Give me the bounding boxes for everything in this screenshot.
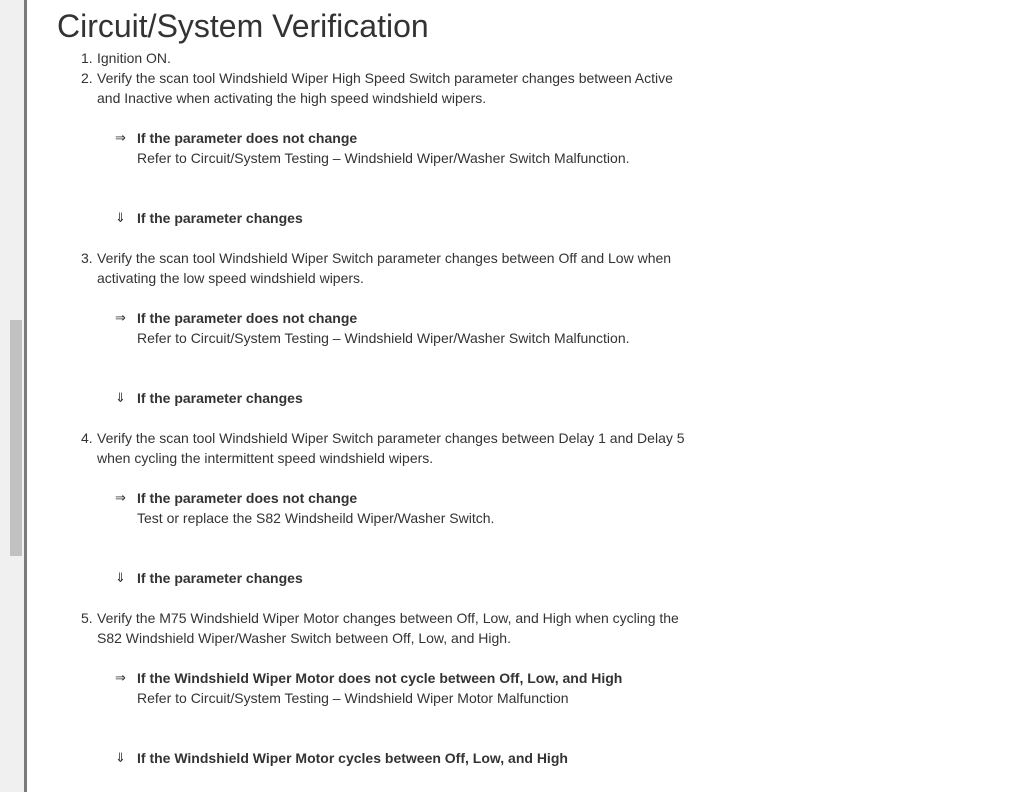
gutter-border (24, 0, 27, 792)
step-number: 2. (81, 70, 93, 86)
pass-heading: If the parameter changes (137, 570, 303, 586)
step-text: Verify the M75 Windshield Wiper Motor changes between Off, Low, and High when cycling the S82 Windshield Wiper/Washer Switch between Off, Low, and High. (97, 610, 679, 646)
fail-heading: If the Windshield Wiper Motor does not cycle between Off, Low, and High (137, 670, 623, 686)
fail-action: Refer to Circuit/System Testing – Windshield Wiper Motor Malfunction (137, 690, 569, 706)
pass-branch (57, 388, 697, 408)
arrow-down-icon: ⇓ (115, 390, 126, 405)
step-number: 3. (81, 250, 93, 266)
pass-branch (57, 568, 697, 588)
step-text: Verify the scan tool Windshield Wiper Switch parameter changes between Off and Low when activating the low speed windshield wipers. (97, 250, 672, 286)
arrow-right-icon: ⇒ (115, 130, 126, 145)
step-list (57, 48, 757, 768)
step-text: Ignition ON. (97, 50, 171, 66)
scrollbar-thumb[interactable] (10, 320, 22, 556)
fail-heading: If the parameter does not change (137, 490, 358, 506)
fail-action: Test or replace the S82 Windsheild Wiper/Washer Switch. (137, 510, 495, 526)
step-number: 5. (81, 610, 93, 626)
pass-branch (57, 208, 697, 228)
step-1 (57, 48, 687, 68)
fail-heading: If the parameter does not change (137, 130, 358, 146)
step-3 (57, 248, 687, 288)
fail-action: Refer to Circuit/System Testing – Windshield Wiper/Washer Switch Malfunction. (137, 330, 630, 346)
step-number: 4. (81, 430, 93, 446)
fail-branch (57, 668, 697, 708)
step-4 (57, 428, 687, 468)
step-2 (57, 68, 687, 108)
fail-branch (57, 128, 697, 168)
arrow-right-icon: ⇒ (115, 310, 126, 325)
fail-branch (57, 308, 697, 348)
arrow-right-icon: ⇒ (115, 490, 126, 505)
arrow-right-icon: ⇒ (115, 670, 126, 685)
step-text: Verify the scan tool Windshield Wiper Switch parameter changes between Delay 1 and Delay 5 when cycling the intermittent speed windshield wipers. (97, 430, 685, 466)
pass-branch (57, 748, 697, 768)
arrow-down-icon: ⇓ (115, 210, 126, 225)
step-text: Verify the scan tool Windshield Wiper High Speed Switch parameter changes between Active and Inactive when activating the high speed windshield wipers. (97, 70, 673, 106)
arrow-down-icon: ⇓ (115, 570, 126, 585)
pass-heading: If the Windshield Wiper Motor cycles between Off, Low, and High (137, 750, 568, 766)
pass-heading: If the parameter changes (137, 390, 303, 406)
pass-heading: If the parameter changes (137, 210, 303, 226)
fail-heading: If the parameter does not change (137, 310, 358, 326)
fail-branch (57, 488, 697, 528)
arrow-down-icon: ⇓ (115, 750, 126, 765)
step-5 (57, 608, 687, 648)
step-number: 1. (81, 50, 93, 66)
page-title: Circuit/System Verification (57, 8, 429, 44)
fail-action: Refer to Circuit/System Testing – Windshield Wiper/Washer Switch Malfunction. (137, 150, 630, 166)
